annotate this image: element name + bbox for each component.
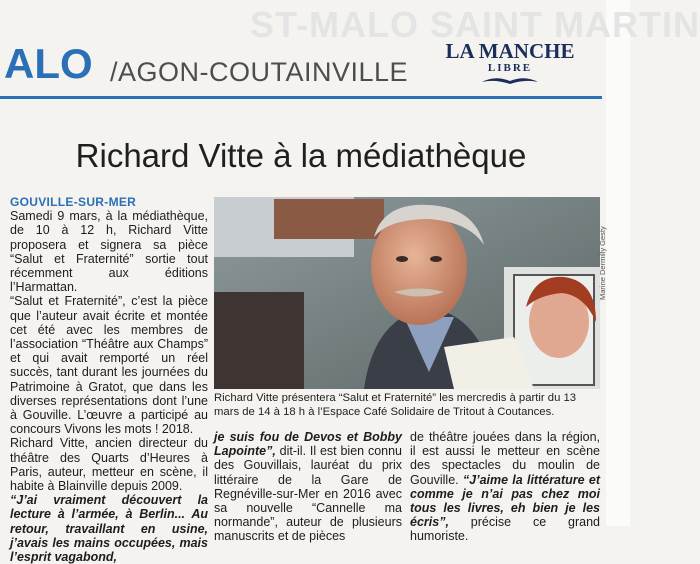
article-quote: “J’ai vraiment découvert la lecture à l’armée, à Berlin... Au retour, travaillant en usine, j’avais les mains occupées, mais l’esprit vagabond, <box>10 493 208 564</box>
photo-credit: Marine Dermilly Gesty <box>598 226 607 300</box>
logo-subtitle: LIBRE <box>487 62 533 74</box>
article-paragraph: Samedi 9 mars, à la médiathèque, de 10 à 12 h, Richard Vitte proposera et signera sa pièce “Salut et Fraternité” sortie tout récemment aux éditions l’Harmattan. <box>10 209 208 295</box>
section-rule <box>0 96 602 99</box>
article-text: précise ce grand humoriste. <box>410 515 600 544</box>
article-paragraph: “Salut et Fraternité”, c’est la pièce que l’auteur avait écrite et montée cet été avec les membres de l’association “Théâtre aux Champs” et qui avait remporté un réel succès, tant durant les journées du Patrimoine à Gratot, que dans les diverses représentations dont l’une à Gouville. L’œuvre a participé au concours Vivons les mots ! 2018. <box>10 294 208 437</box>
article-text: dit-il. Il est bien connu des Gouvillais, lauréat du prix littéraire de la Gare de Regnéville-sur-Mer en 2016 avec sa nouvelle “Cannelle ma normande”, auteur de plusieurs manuscrits et de pièces <box>214 444 402 544</box>
newspaper-logo <box>440 40 580 88</box>
headline: Richard Vitte à la médiathèque <box>75 137 527 174</box>
section-subtitle: /AGON-COUTAINVILLE <box>110 57 409 87</box>
dateline: GOUVILLE-SUR-MER <box>10 195 137 209</box>
logo-name: LA MANCHE <box>445 39 575 63</box>
bleed-through-text: ST-MALO SAINT MARTIN <box>250 4 700 45</box>
article-column-right <box>410 430 600 544</box>
masthead <box>0 0 700 106</box>
seagull-icon <box>480 74 540 86</box>
section-town-name: ALO <box>4 40 93 87</box>
article-column-left <box>10 195 208 564</box>
article-photo <box>214 197 600 389</box>
article-column-middle <box>214 430 402 544</box>
article-paragraph: Richard Vitte, ancien directeur du théâtre des Quarts d’Heures à Paris, auteur, metteur en scène, il habite à Blainville depuis 2009. <box>10 436 208 494</box>
photo-caption: Richard Vitte présentera “Salut et Fraternité” les mercredis à partir du 13 mars de 14 à 18 h à l’Espace Café Solidaire de Tritout à Coutances. <box>214 392 577 418</box>
article-quote: je suis fou de Devos et Bobby Lapointe”, <box>214 430 402 459</box>
article-text: de théâtre jouées dans la région, il est aussi le metteur en scène des spectacles du moulin de Gouville. <box>410 430 600 487</box>
article-quote: “J’aime la littérature et comme je n’ai pas chez moi tous les livres, eh bien je les écris”, <box>410 472 600 530</box>
